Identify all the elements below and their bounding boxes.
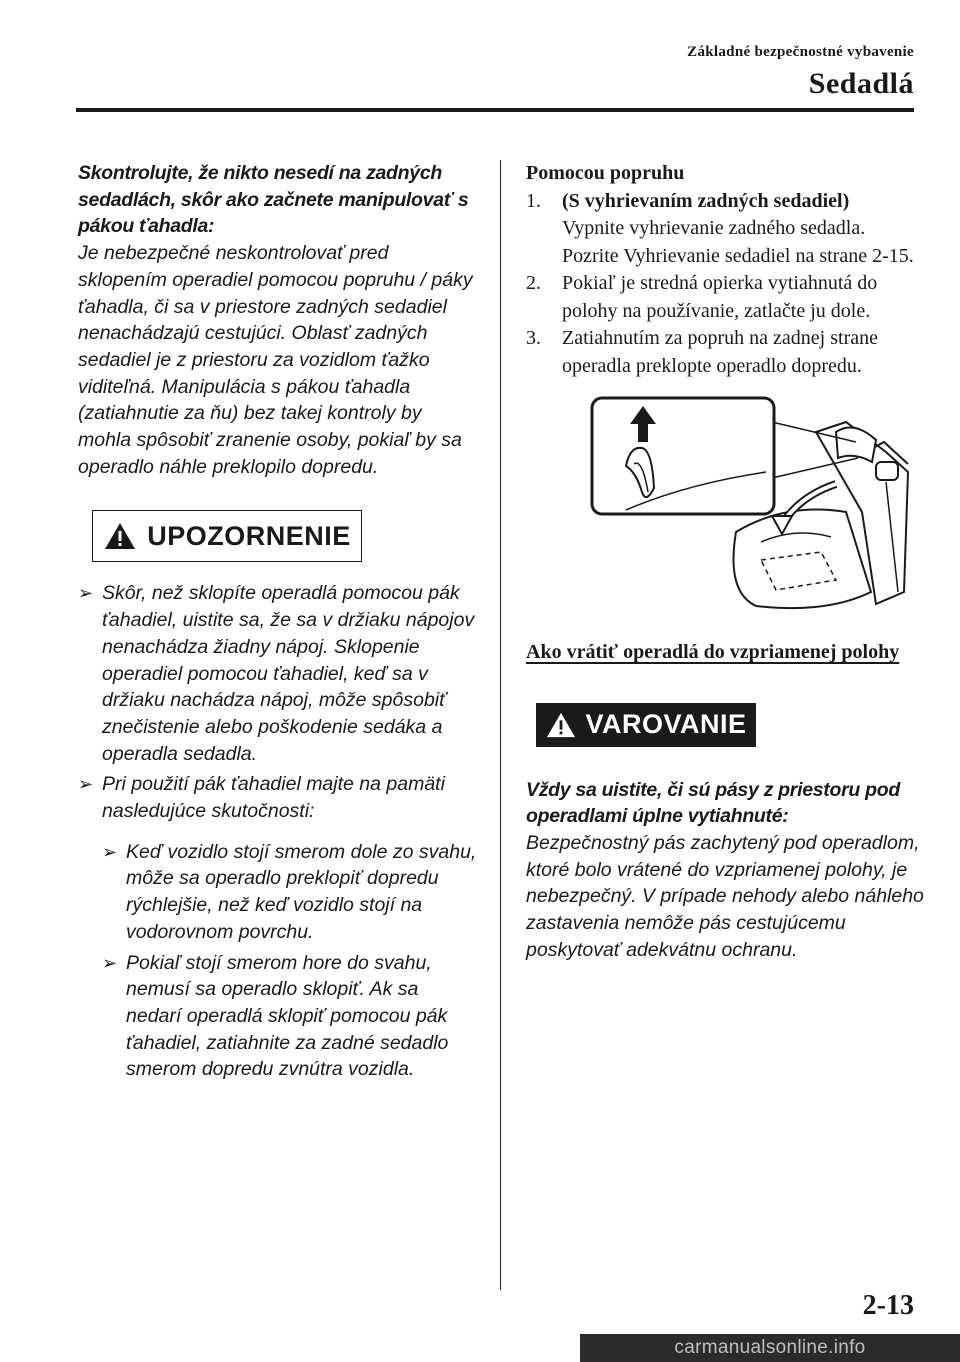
step-text: Zatiahnutím za popruh na zadnej strane operadla preklopte operadlo dopredu.	[562, 327, 878, 377]
step-number: 1.	[526, 189, 541, 212]
column-divider	[500, 160, 501, 1290]
step-number: 2.	[526, 272, 541, 294]
arrow-bullet-icon: ➢	[102, 952, 118, 973]
warning-content	[526, 777, 926, 964]
caution-bullets	[78, 580, 478, 824]
intro-bold-text: Skontrolujte, že nikto nesedí na zadných sedadlách, skôr ako začnete manipulovať s pákou ťahadla:	[78, 162, 469, 238]
sub-bullet-text: Keď vozidlo stojí smerom dole zo svahu, môže sa operadlo preklopiť dopredu rýchlejšie, než keď vozidlo stojí na vodorovnom povrchu.	[126, 840, 477, 943]
warning-box	[536, 703, 756, 747]
list-item	[102, 839, 478, 946]
page-header	[687, 44, 914, 101]
list-item	[78, 580, 478, 767]
step-text: Vypnite vyhrievanie zadného sedadla. Pozrite Vyhrievanie sedadiel na strane 2-15.	[562, 217, 914, 267]
return-subheading	[526, 639, 926, 667]
step-item	[526, 270, 926, 325]
page-number: 2-13	[862, 1290, 914, 1321]
caution-box	[92, 510, 362, 562]
warning-bold-text: Vždy sa uistite, či sú pásy z priestoru pod operadlami úplne vytiahnuté:	[526, 778, 900, 828]
intro-text: Je nebezpečné neskontrolovať pred sklopením operadiel pomocou popruhu / páky ťahadla, či sa v priestore zadných sedadiel nenachádzajú cestujúci. Oblasť zadných sedadiel je z priestoru za vozidlom ťažko viditeľná. Manipulácia s pákou ťahadla (zatiahnutie za ňu) bez takej kontroly by mohla spôsobiť zranenie osoby, pokiaľ by sa operadlo náhle preklopilo dopredu.	[78, 242, 473, 478]
seat-strap-illustration	[586, 392, 918, 612]
return-subheading-text: Ako vrátiť operadlá do vzpriamenej polohy	[526, 641, 900, 663]
list-item	[78, 771, 478, 824]
arrow-bullet-icon: ➢	[102, 841, 118, 862]
warning-triangle-icon	[103, 521, 137, 551]
bullet-text: Pri použití pák ťahadiel majte na pamäti nasledujúce skutočnosti:	[102, 773, 445, 823]
step-number: 3.	[526, 327, 541, 349]
list-item	[102, 950, 478, 1084]
caution-label: UPOZORNENIE	[147, 520, 351, 551]
warning-text: Bezpečnostný pás zachytený pod operadlom, ktoré bolo vrátené do vzpriamenej polohy, je nebezpečný. V prípade nehody alebo náhleho zastavenia nemôže pás cestujúcemu poskytovať adekvátnu ochranu.	[526, 831, 924, 961]
header-rule	[76, 108, 914, 112]
step-item	[526, 188, 926, 271]
procedure-heading: Pomocou popruhu	[526, 162, 685, 184]
warning-triangle-icon	[545, 711, 577, 739]
watermark: carmanualsonline.info	[580, 1334, 960, 1362]
bullet-text: Skôr, než sklopíte operadlá pomocou pák ťahadiel, uistite sa, že sa v držiaku nápojov nenachádza žiadny nápoj. Sklopenie operadiel pomocou ťahadiel, keď sa v držiaku nachádza nápoj, môže spôsobiť znečistenie alebo poškodenie sedáka a operadla sedadla.	[102, 582, 475, 765]
arrow-bullet-icon: ➢	[78, 774, 94, 795]
step-bold: (S vyhrievaním zadných sedadiel)	[562, 189, 850, 212]
warning-label: VAROVANIE	[585, 709, 747, 739]
section-title: Základné bezpečnostné vybavenie	[687, 44, 914, 60]
caution-sub-bullets	[78, 839, 478, 1083]
left-column	[78, 160, 478, 1083]
page-title: Sedadlá	[808, 67, 914, 100]
step-text: Pokiaľ je stredná opierka vytiahnutá do polohy na používanie, zatlačte ju dole.	[562, 272, 878, 322]
sub-bullet-text: Pokiaľ stojí smerom hore do svahu, nemusí sa operadlo sklopiť. Ak sa nedarí operadlá sklopiť pomocou pák ťahadiel, zatiahnite za zadné sedadlo smerom dopredu zvnútra vozidla.	[126, 951, 449, 1081]
arrow-bullet-icon: ➢	[78, 583, 94, 604]
right-column	[526, 160, 926, 963]
step-item	[526, 325, 926, 380]
